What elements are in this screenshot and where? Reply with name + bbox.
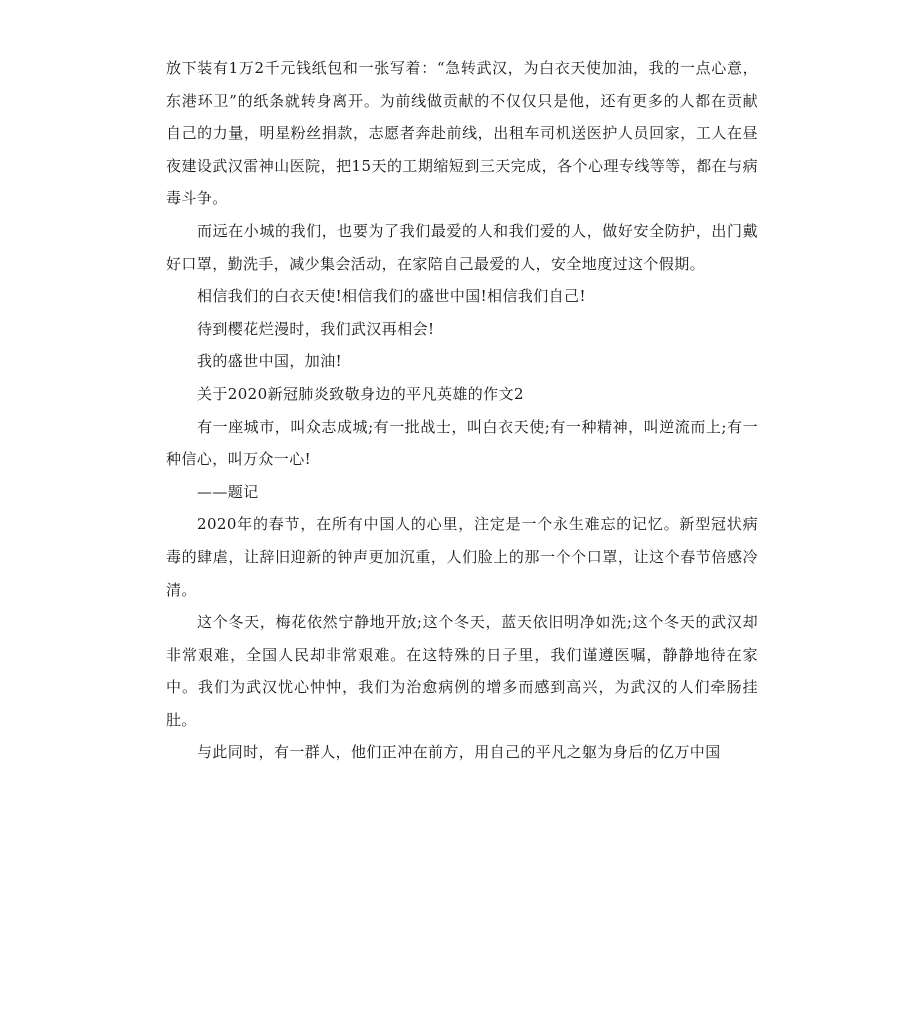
paragraph-epigraph-credit: ——题记 xyxy=(197,482,259,501)
paragraph-cherry-blossom: 待到樱花烂漫时，我们武汉再相会! xyxy=(197,319,435,338)
document-page xyxy=(166,52,758,769)
paragraph-donation: 放下装有1万2千元钱纸包和一张写着：“急转武汉，为白衣天使加油，我的一点心意，东港环卫”的纸条就转身离开。为前线做贡献的不仅仅只是他，还有更多的人都在贡献自己的力量，明星粉丝捐款，志愿者奔赴前线，出租车司机送医护人员回家，工人在昼夜建设武汉雷神山医院，把15天的工期缩短到三天完成，各个心理专线等等，都在与病毒斗争。 xyxy=(166,59,758,208)
paragraph-spring-festival: 2020年的春节，在所有中国人的心里，注定是一个永生难忘的记忆。新型冠状病毒的肆虐，让辞旧迎新的钟声更加沉重，人们脸上的那一个个口罩，让这个春节倍感冷清。 xyxy=(166,515,758,599)
paragraph-small-city: 而远在小城的我们，也要为了我们最爱的人和我们爱的人，做好安全防护，出门戴好口罩，勤洗手，减少集会活动，在家陪自己最爱的人，安全地度过这个假期。 xyxy=(166,221,758,273)
paragraph-cheer: 我的盛世中国，加油! xyxy=(197,352,343,371)
paragraph-winter: 这个冬天，梅花依然宁静地开放;这个冬天，蓝天依旧明净如洗;这个冬天的武汉却非常艰难，全国人民却非常艰难。在这特殊的日子里，我们谨遵医嘱，静静地待在家中。我们为武汉忧心忡忡，我们为治愈病例的增多而感到高兴，为武汉的人们牵肠挂肚。 xyxy=(166,613,758,729)
paragraph-epigraph: 有一座城市，叫众志成城;有一批战士，叫白衣天使;有一种精神，叫逆流而上;有一种信心，叫万众一心! xyxy=(166,417,758,469)
essay-title-2: 关于2020新冠肺炎致敬身边的平凡英雄的作文2 xyxy=(197,384,524,403)
paragraph-believe: 相信我们的白衣天使!相信我们的盛世中国!相信我们自己! xyxy=(197,287,586,306)
paragraph-heroes: 与此同时，有一群人，他们正冲在前方，用自己的平凡之躯为身后的亿万中国 xyxy=(197,743,721,762)
